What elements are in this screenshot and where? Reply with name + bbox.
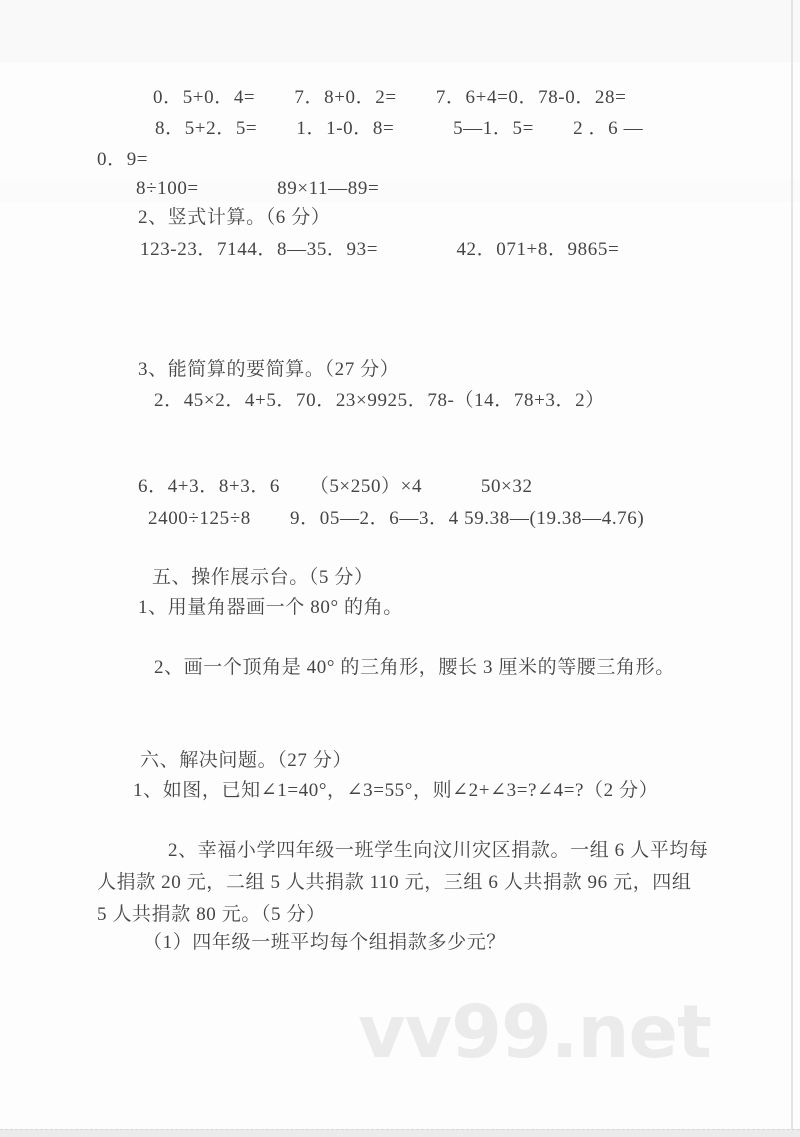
section-6-header: 六、解决问题。（27 分） — [140, 750, 353, 771]
section-5-item-1: 1、用量角器画一个 80° 的角。 — [138, 597, 403, 618]
section-6-item-2-line-1: 2、幸福小学四年级一班学生向汶川灾区捐款。一组 6 人平均每 — [168, 840, 709, 861]
oral-calc-line-1: 0．5+0．4= 7．8+0．2= 7．6+4=0．78-0．28= — [153, 87, 627, 108]
section-vertical-calc-header: 2、竖式计算。（6 分） — [138, 207, 331, 228]
watermark-text: vv99.net — [358, 990, 711, 1075]
simplify-problems-row-3: 2400÷125÷8 9．05—2．6—3．4 59.38—(19.38—4.76) — [148, 508, 645, 529]
oral-calc-line-3: 0．9= — [97, 149, 149, 170]
page-right-edge-line — [791, 0, 793, 1137]
scan-artifact-band — [0, 180, 800, 202]
section-simplify-header: 3、能简算的要简算。（27 分） — [138, 359, 400, 380]
page-bottom-edge — [0, 1129, 800, 1137]
scan-artifact-band — [0, 0, 800, 62]
oral-calc-line-4: 8÷100= 89×11—89= — [136, 178, 380, 199]
section-5-item-2: 2、画一个顶角是 40° 的三角形，腰长 3 厘米的等腰三角形。 — [154, 657, 675, 678]
simplify-problems-row-2: 6．4+3．8+3．6 （5×250）×4 50×32 — [138, 476, 533, 497]
simplify-problems-row-1: 2．45×2．4+5．70．23×9925．78-（14．78+3．2） — [154, 390, 605, 411]
oral-calc-line-2: 8．5+2．5= 1．1-0．8= 5—1．5= 2 ．6 — — [155, 118, 644, 139]
section-6-item-1: 1、如图，已知∠1=40°，∠3=55°，则∠2+∠3=?∠4=?（2 分） — [133, 780, 659, 801]
section-6-item-2-line-3: 5 人共捐款 80 元。（5 分） — [97, 904, 326, 925]
section-6-item-2-question-1: （1）四年级一班平均每个组捐款多少元？ — [143, 932, 506, 953]
section-5-header: 五、操作展示台。（5 分） — [152, 567, 374, 588]
vertical-calc-problems: 123-23．7144．8—35．93= 42．071+8．9865= — [140, 239, 620, 260]
section-6-item-2-line-2: 人捐款 20 元，二组 5 人共捐款 110 元，三组 6 人共捐款 96 元，四组 — [97, 872, 692, 893]
